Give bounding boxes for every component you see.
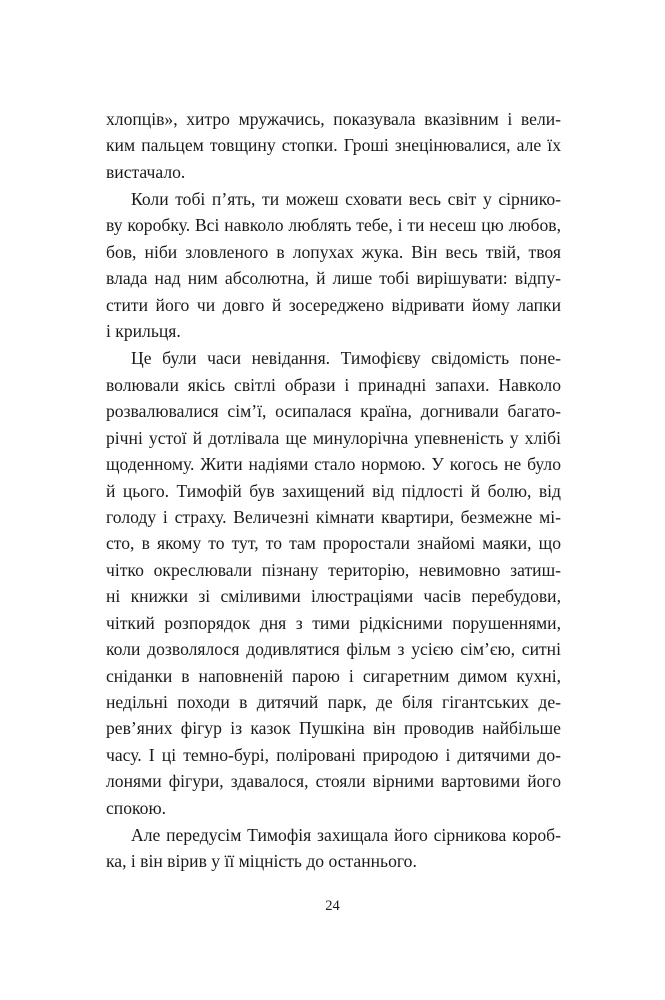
text-line: ким пальцем товщину стопки. Гроші знецінювалися, але їх xyxy=(106,135,561,156)
paragraph xyxy=(106,822,561,875)
text-line: коли дозволялося додивлятися фільм з усією сім’єю, ситні xyxy=(106,639,561,660)
text-line: і крильця. xyxy=(106,321,181,342)
text-line: волювали якісь світлі образи і принадні запахи. Навколо xyxy=(106,374,561,395)
text-line: бов, ніби зловленого в лопухах жука. Він весь твій, твоя xyxy=(106,241,561,262)
text-line: розвалювалися сім’ї, осипалася країна, догнивали багато- xyxy=(106,401,561,422)
paragraph xyxy=(106,106,561,185)
text-line: чітко окреслювали пізнану територію, невимовно затиш- xyxy=(106,559,561,580)
text-line: Але передусім Тимофія захищала його сірникова короб- xyxy=(131,824,561,845)
paragraph xyxy=(106,345,561,821)
text-line: хлопців», хитро мружачись, показувала вказівним і вели- xyxy=(106,109,561,129)
text-line: чіткий розпорядок дня з тими рідкісними порушеннями, xyxy=(106,612,561,633)
text-line: часу. І ці темно-бурі, поліровані природою і дитячими до- xyxy=(106,744,561,765)
text-line: річні устої й дотлівала ще минулорічна упевненість у хлібі xyxy=(106,427,561,448)
text-line: ка, і він вірив у її міцність до останнього. xyxy=(106,851,417,872)
text-line: Це були часи невідання. Тимофієву свідомість поне- xyxy=(131,348,561,369)
page-number: 24 xyxy=(325,898,340,914)
text-line: сто, в якому то тут, то там проростали знайомі маяки, що xyxy=(106,533,561,554)
text-line: рев’яних фігур із казок Пушкіна він проводив найбільше xyxy=(106,718,561,739)
text-line: лонями фігури, здавалося, стояли вірними вартовими його xyxy=(106,771,561,792)
text-line: спокою. xyxy=(106,797,167,818)
text-line: влада над ним абсолютна, й лише тобі вирішувати: відпу- xyxy=(106,268,561,289)
paragraph xyxy=(106,186,561,345)
text-line: й цього. Тимофій був захищений від підлості й болю, від xyxy=(106,480,561,501)
text-line: ву коробку. Всі навколо люблять тебе, і ти несеш цю любов, xyxy=(106,215,561,236)
body-text xyxy=(106,106,561,875)
text-line: стити його чи довго й зосереджено відривати йому лапки xyxy=(106,294,561,315)
text-line: голоду і страху. Величезні кімнати квартири, безмежне мі- xyxy=(106,506,561,527)
text-line: щоденному. Жити надіями стало нормою. У когось не було xyxy=(106,454,561,475)
text-line: недільні походи в дитячий парк, де біля гігантських де- xyxy=(106,692,561,712)
text-line: Коли тобі п’ять, ти можеш сховати весь світ у сірнико- xyxy=(131,189,561,209)
text-line: сніданки в наповненій парою і сигаретним димом кухні, xyxy=(106,665,561,686)
text-line: вистачало. xyxy=(106,161,186,182)
text-line: ні книжки зі сміливими ілюстраціями часів перебудови, xyxy=(106,586,561,607)
